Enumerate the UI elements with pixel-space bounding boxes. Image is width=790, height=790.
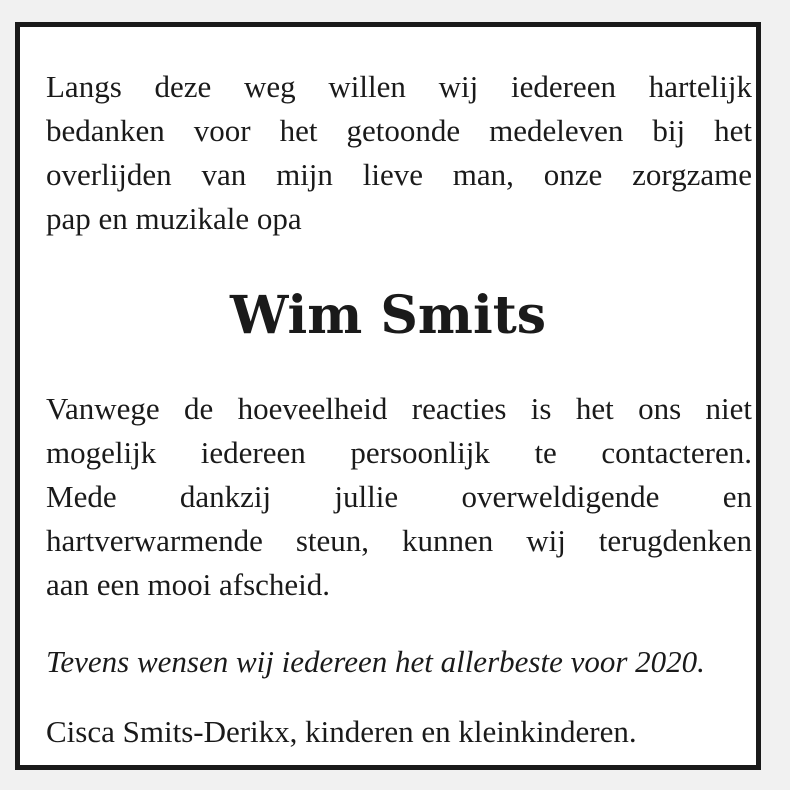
body-line: aan een mooi afscheid.	[46, 567, 331, 602]
new-year-wish: Tevens wensen wij iedereen het allerbeste voor 2020.	[46, 644, 705, 679]
body-paragraph	[46, 387, 752, 607]
intro-line: pap en muzikale opa	[46, 201, 302, 236]
body-line: Mede dankzij jullie overweldigende en	[46, 479, 752, 514]
intro-paragraph	[46, 65, 752, 241]
deceased-name: Wim Smits	[230, 285, 546, 346]
thank-you-notice	[15, 22, 761, 770]
intro-line: overlijden van mijn lieve man, onze zorgzame	[46, 157, 752, 192]
body-line: Vanwege de hoeveelheid reacties is het ons niet	[46, 391, 752, 426]
body-line: mogelijk iedereen persoonlijk te contacteren.	[46, 435, 752, 470]
signature: Cisca Smits-Derikx, kinderen en kleinkinderen.	[46, 714, 637, 749]
intro-line: bedanken voor het getoonde medeleven bij het	[46, 113, 752, 148]
intro-line: Langs deze weg willen wij iedereen hartelijk	[46, 69, 752, 104]
body-line: hartverwarmende steun, kunnen wij terugdenken	[46, 523, 752, 558]
